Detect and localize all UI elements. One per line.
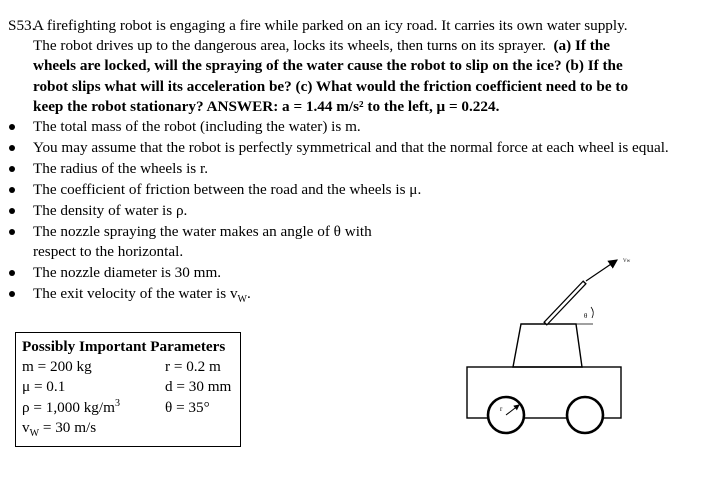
bullet-symmetry: You may assume that the robot is perfectly symmetrical and that the normal force at each wheel is equal. — [0, 138, 700, 158]
param-radius: r = 0.2 m — [165, 358, 221, 376]
param-density-text: ρ = 1,000 kg/m — [22, 398, 115, 416]
bullet-wheel-radius: The radius of the wheels is r. — [0, 159, 700, 179]
bullet-total-mass: The total mass of the robot (including the water) is m. — [0, 117, 700, 137]
parameters-box — [15, 332, 241, 447]
param-velocity-symbol: v — [22, 418, 30, 436]
velocity-label: Vw — [623, 259, 631, 264]
problem-answer: keep the robot stationary? ANSWER: a = 1.44 m/s² to the left, μ = 0.224. — [33, 97, 500, 115]
theta-arc — [591, 307, 593, 318]
exit-velocity-period: . — [247, 285, 251, 303]
param-density-exponent: 3 — [114, 397, 120, 409]
param-theta: θ = 35° — [165, 398, 210, 416]
bullet-nozzle-diameter: The nozzle diameter is 30 mm. — [0, 263, 700, 283]
param-velocity-value: = 30 m/s — [39, 418, 97, 436]
radius-label: r — [500, 405, 503, 413]
problem-line-4: robot slips what will its acceleration be? (c) What would the friction coefficient need to be to — [33, 77, 629, 95]
parameters-title: Possibly Important Parameters — [22, 338, 226, 355]
param-velocity — [22, 418, 165, 438]
param-velocity-subscript: W — [29, 427, 40, 439]
nozzle-pipe-inner — [546, 283, 584, 323]
problem-number: S53. — [8, 17, 36, 34]
problem-question-a: (a) If the — [553, 37, 610, 55]
problem-line-1: A firefighting robot is engaging a fire while parked on an icy road. It carries its own water supply. — [33, 17, 628, 34]
param-mu: μ = 0.1 — [22, 378, 66, 396]
bullet-nozzle-angle: The nozzle spraying the water makes an angle of θ with respect to the horizontal. — [0, 222, 433, 262]
problem-line-2: The robot drives up to the dangerous area, locks its wheels, then turns on its sprayer. — [33, 37, 546, 55]
exit-velocity-subscript: W — [237, 294, 247, 306]
water-tank — [513, 324, 582, 367]
theta-label: θ — [584, 312, 588, 320]
problem-line-3: wheels are locked, will the spraying of the water cause the robot to slip on the ice? (b) If the — [33, 57, 623, 75]
param-diameter: d = 30 mm — [165, 378, 232, 396]
param-density — [22, 398, 165, 418]
robot-diagram — [450, 248, 650, 458]
right-wheel — [567, 397, 603, 433]
problem-statement — [8, 16, 696, 117]
param-mass: m = 200 kg — [22, 358, 92, 376]
bullet-density: The density of water is ρ. — [0, 201, 700, 221]
water-jet-arrow — [586, 260, 617, 281]
exit-velocity-text: The exit velocity of the water is v — [33, 285, 238, 303]
bullet-friction: The coefficient of friction between the road and the wheels is μ. — [0, 180, 700, 200]
